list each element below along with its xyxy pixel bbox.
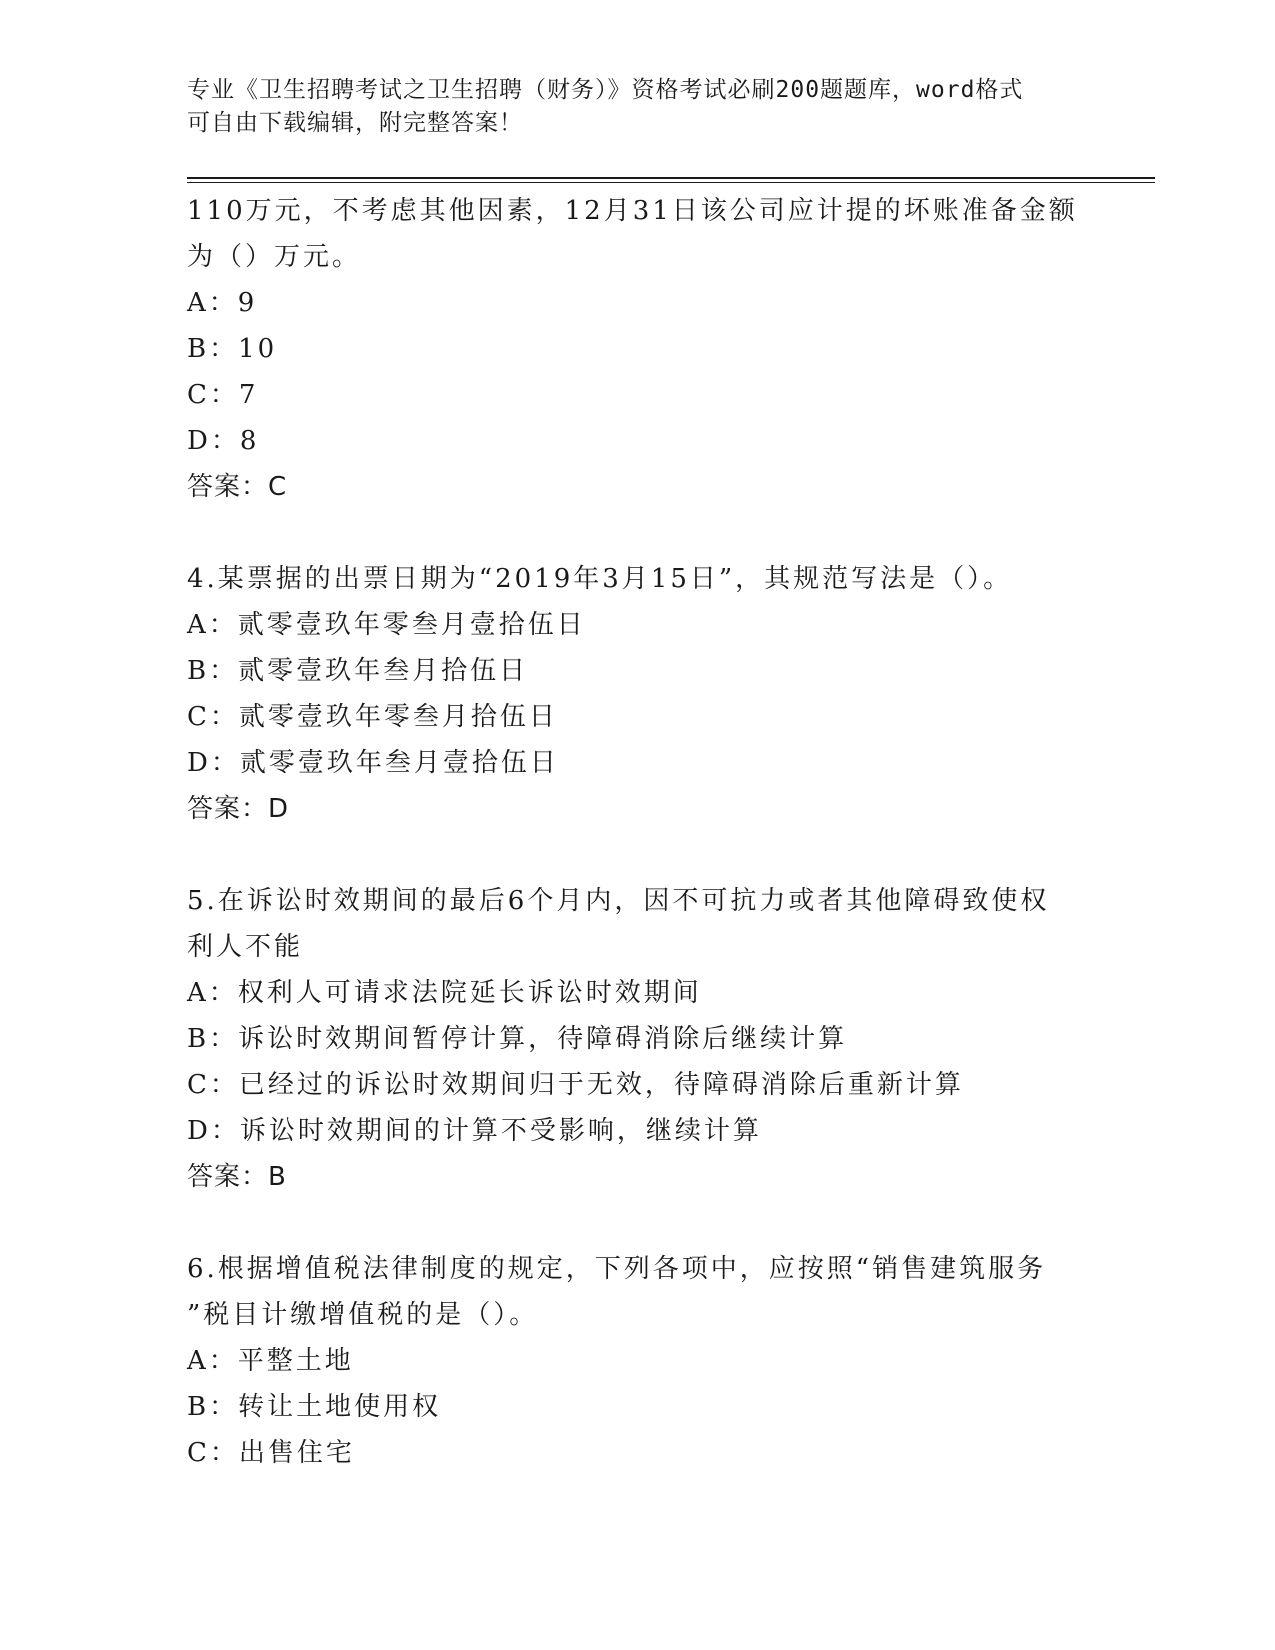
option-a: A：贰零壹玖年零叁月壹拾伍日 <box>187 610 586 640</box>
question-text: 4.某票据的出票日期为“2019年3月15日”，其规范写法是（）。 <box>187 564 1013 594</box>
question-content <box>187 188 1087 1476</box>
option-a: A：9 <box>187 288 258 318</box>
option-b: B：诉讼时效期间暂停计算，待障碍消除后继续计算 <box>187 1024 848 1054</box>
spacer <box>187 1200 1087 1246</box>
question-text: 利人不能 <box>187 932 304 962</box>
answer: 答案：B <box>187 1162 287 1192</box>
option-a: A：权利人可请求法院延长诉讼时效期间 <box>187 978 702 1008</box>
option-c: C：7 <box>187 380 259 410</box>
question-4 <box>187 556 1087 832</box>
option-b: B：10 <box>187 334 278 364</box>
question-text: ”税目计缴增值税的是（）。 <box>187 1300 539 1330</box>
question-text: 110万元，不考虑其他因素，12月31日该公司应计提的坏账准备金额 <box>187 196 1078 226</box>
option-c: C：出售住宅 <box>187 1438 355 1468</box>
option-d: D：8 <box>187 426 260 456</box>
option-c: C：已经过的诉讼时效期间归于无效，待障碍消除后重新计算 <box>187 1070 964 1100</box>
header-rule-thin <box>187 182 1155 183</box>
document-header <box>187 74 1067 140</box>
header-line-1: 专业《卫生招聘考试之卫生招聘（财务）》资格考试必刷200题题库，word格式 <box>187 77 1024 103</box>
option-d: D：贰零壹玖年叁月壹拾伍日 <box>187 748 559 778</box>
question-text: 5.在诉讼时效期间的最后6个月内，因不可抗力或者其他障碍致使权 <box>187 886 1050 916</box>
question-6 <box>187 1246 1087 1476</box>
option-c: C：贰零壹玖年零叁月拾伍日 <box>187 702 558 732</box>
spacer <box>187 510 1087 556</box>
question-text: 为（）万元。 <box>187 242 362 272</box>
question-3 <box>187 188 1087 510</box>
option-b: B：转让土地使用权 <box>187 1392 442 1422</box>
spacer <box>187 832 1087 878</box>
option-a: A：平整土地 <box>187 1346 354 1376</box>
answer: 答案：D <box>187 794 290 824</box>
answer: 答案：C <box>187 472 288 502</box>
option-b: B：贰零壹玖年叁月拾伍日 <box>187 656 529 686</box>
question-text: 6.根据增值税法律制度的规定，下列各项中，应按照“销售建筑服务 <box>187 1254 1047 1284</box>
question-5 <box>187 878 1087 1200</box>
header-line-2: 可自由下载编辑，附完整答案！ <box>187 110 523 136</box>
header-rule-thick <box>187 177 1155 179</box>
option-d: D：诉讼时效期间的计算不受影响，继续计算 <box>187 1116 762 1146</box>
